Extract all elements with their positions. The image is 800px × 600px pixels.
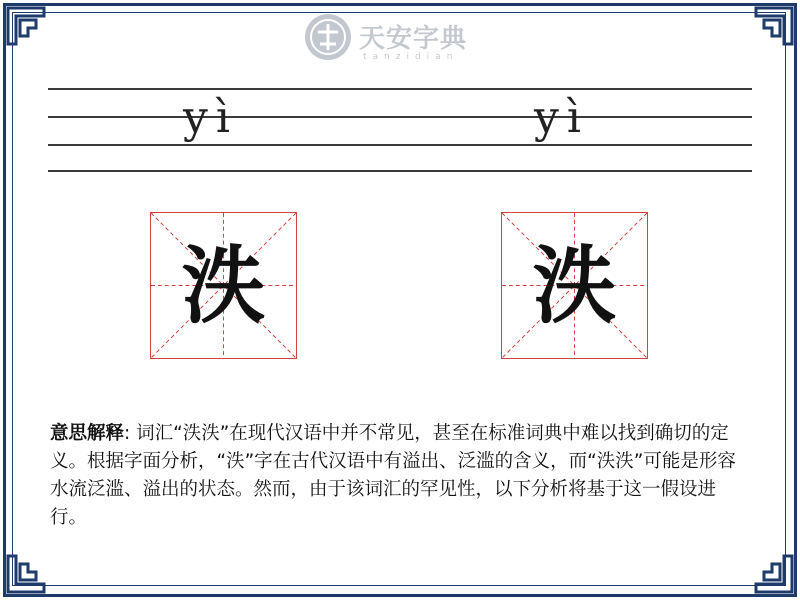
definition-text: : 词汇“泆泆”在现代汉语中并不常见，甚至在标准词典中难以找到确切的定义。根据字面分析，“泆”字在古代汉语中有溢出、泛滥的含义，而“泆泆”可能是形容水流泛滥、溢出的状态。然而，由于该词汇的罕见性，以下分析将基于这一假设进行。	[50, 423, 736, 528]
logo-title: 天安字典	[359, 24, 468, 54]
logo-subtitle: tanzidian	[363, 52, 459, 62]
pinyin-left: yì	[183, 92, 238, 143]
corner-ornament-top-right	[754, 6, 794, 46]
character-grid-right	[501, 212, 648, 359]
character-left: 泆	[181, 236, 266, 335]
watermark-logo	[303, 12, 503, 70]
logo-seal-icon	[303, 12, 353, 62]
character-right: 泆	[532, 236, 617, 335]
character-grid-left	[150, 212, 297, 359]
pinyin-line-2	[48, 116, 752, 118]
corner-ornament-bottom-left	[6, 554, 46, 594]
pinyin-line-4	[48, 170, 752, 172]
pinyin-line-3	[48, 144, 752, 146]
corner-ornament-top-left	[6, 6, 46, 46]
corner-ornament-bottom-right	[754, 554, 794, 594]
definition-paragraph	[50, 420, 750, 532]
pinyin-right: yì	[534, 92, 589, 143]
definition-label: 意思解释	[50, 423, 125, 444]
pinyin-line-1	[48, 88, 752, 90]
